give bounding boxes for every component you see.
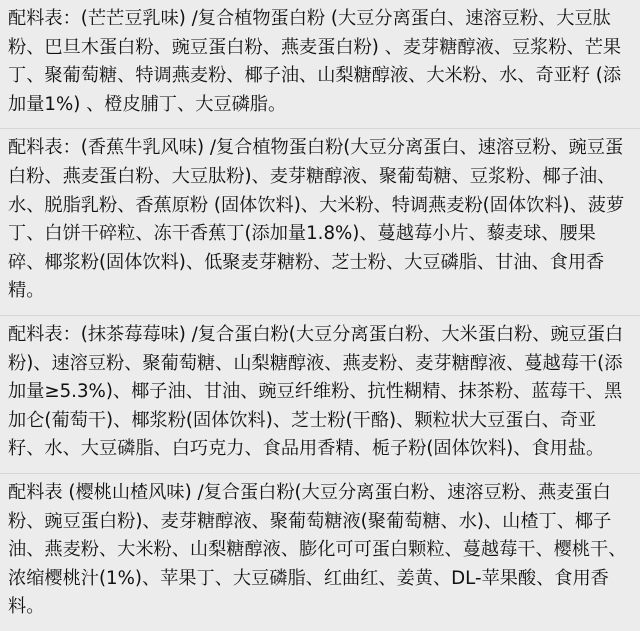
ingredient-section-cherry-hawthorn bbox=[0, 474, 640, 631]
ingredient-section-matcha-berry bbox=[0, 316, 640, 474]
ingredient-section-mango-soy bbox=[0, 0, 640, 129]
ingredient-text: 配料表：(香蕉牛乳风味) /复合植物蛋白粉(大豆分离蛋白、速溶豆粉、豌豆蛋白粉、燕麦蛋白粉、大豆肽粉)、麦芽糖醇液、聚葡萄糖、豆浆粉、椰子油、水、脱脂乳粉、香蕉原粉 (固体饮料)、大米粉、特调燕麦粉(固体饮料)、菠萝丁、白饼干碎粒、冻干香蕉丁(添加量1.8%)、蔓越莓小片、藜麦球、腰果碎、椰浆粉(固体饮料)、低聚麦芽糖粉、芝士粉、大豆磷脂、甘油、食用香精。 bbox=[8, 137, 625, 302]
ingredient-text: 配料表：(芒芒豆乳味) /复合植物蛋白粉 (大豆分离蛋白、速溶豆粉、大豆肽粉、巴旦木蛋白粉、豌豆蛋白粉、燕麦蛋白粉) 、麦芽糖醇液、豆浆粉、芒果丁、聚葡萄糖、特调燕麦粉、椰子油、山梨糖醇液、大米粉、水、奇亚籽 (添加量1%) 、橙皮脯丁、大豆磷脂。 bbox=[8, 8, 622, 115]
ingredient-text: 配料表 (樱桃山楂风味) /复合蛋白粉(大豆分离蛋白粉、速溶豆粉、燕麦蛋白粉、豌豆蛋白粉)、麦芽糖醇液、聚葡萄糖液(聚葡萄糖、水)、山楂丁、椰子油、燕麦粉、大米粉、山梨糖醇液、膨化可可蛋白颗粒、蔓越莓干、樱桃干、浓缩樱桃汁(1%)、苹果丁、大豆磷脂、红曲红、姜黄、DL-苹果酸、食用香料。 bbox=[8, 481, 627, 618]
ingredient-text: 配料表：(抹茶莓莓味) /复合蛋白粉(大豆分离蛋白粉、大米蛋白粉、豌豆蛋白粉)、速溶豆粉、聚葡萄糖、山梨糖醇液、燕麦粉、麦芽糖醇液、蔓越莓干(添加量≥5.3%)、椰子油、甘油、豌豆纤维粉、抗性糊精、抹茶粉、蓝莓干、黑加仑(葡萄干)、椰浆粉(固体饮料)、芝士粉(干酪)、颗粒状大豆蛋白、奇亚籽、水、大豆磷脂、白巧克力、食品用香精、栀子粉(固体饮料)、食用盐。 bbox=[8, 323, 624, 460]
ingredient-section-banana-milk bbox=[0, 129, 640, 316]
